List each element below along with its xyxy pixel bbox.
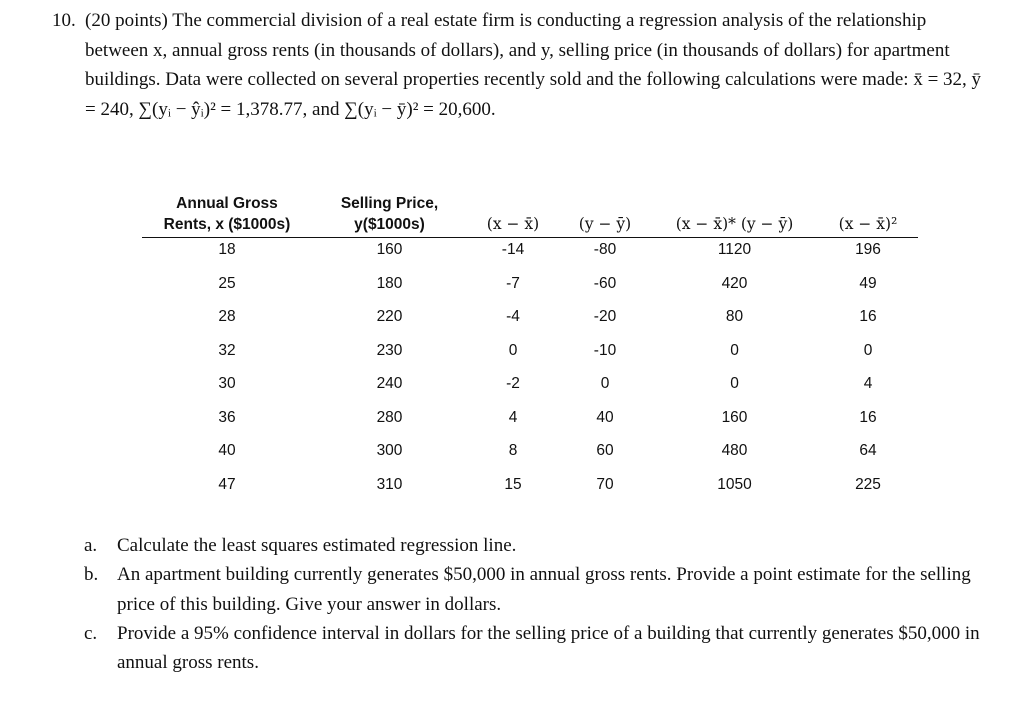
table-row	[142, 435, 918, 469]
question-b	[84, 560, 984, 619]
header-line: Annual Gross	[176, 195, 278, 212]
header-line: Rents, x ($1000s)	[163, 216, 291, 233]
table-cell: 30	[218, 375, 236, 393]
table-cell: 70	[596, 475, 614, 493]
table-row	[142, 368, 918, 402]
table-cell: 420	[721, 274, 748, 292]
header-x-deviation	[467, 193, 559, 238]
table-cell: 36	[218, 408, 236, 426]
table-cell: 64	[859, 442, 877, 460]
table-cell: -14	[501, 241, 525, 258]
table-cell: 40	[596, 408, 614, 426]
table-cell: 180	[376, 274, 403, 292]
table-cell: 196	[855, 241, 881, 258]
table-cell: 15	[504, 475, 522, 493]
table-cell: 1120	[717, 241, 752, 258]
table-cell: 310	[376, 475, 403, 493]
table-cell: 0	[730, 375, 739, 393]
table-row	[142, 334, 918, 368]
table-cell: 28	[218, 308, 236, 326]
header-x-deviation-squared	[818, 193, 918, 238]
table-cell: -80	[593, 241, 617, 258]
table-cell: 230	[376, 341, 403, 359]
data-table-container	[142, 193, 918, 502]
table-cell: 480	[721, 442, 748, 460]
table-body	[142, 238, 918, 502]
table-cell: 1050	[717, 475, 752, 493]
table-cell: -4	[506, 308, 520, 326]
table-cell: 0	[863, 341, 873, 359]
table-cell: -60	[593, 274, 617, 292]
table-cell: 8	[508, 442, 518, 460]
table-row	[142, 238, 918, 268]
table-cell: 40	[218, 442, 236, 460]
table-cell: -10	[593, 341, 617, 359]
header-line: (x − x̄)	[486, 215, 540, 233]
table-row	[142, 301, 918, 335]
header-line: (x − x̄)* (y − ȳ)	[675, 215, 794, 233]
table-cell: 160	[721, 408, 748, 426]
question-label: a.	[84, 535, 98, 556]
table-cell: -2	[506, 375, 520, 393]
table-cell: 160	[376, 241, 403, 258]
table-cell: 225	[855, 475, 881, 493]
table-cell: 300	[376, 442, 403, 460]
problem-statement	[52, 6, 992, 124]
questions-list	[84, 531, 984, 677]
table-row	[142, 267, 918, 301]
question-label: c.	[84, 622, 98, 644]
table-cell: 0	[600, 375, 610, 393]
table-cell: 18	[218, 241, 236, 258]
table-cell: 240	[376, 375, 403, 393]
table-cell: 0	[730, 341, 739, 359]
header-line: Selling Price,	[340, 195, 439, 212]
table-cell: 280	[376, 408, 403, 426]
table-cell: 4	[863, 375, 873, 393]
table-cell: 49	[859, 274, 877, 292]
table-cell: 47	[218, 475, 236, 493]
question-label: b.	[84, 564, 99, 586]
question-text: Calculate the least squares estimated regression line.	[117, 535, 517, 556]
header-line: y($1000s)	[354, 216, 425, 233]
table-cell: 25	[218, 274, 236, 292]
table-cell: 220	[376, 308, 403, 326]
header-selling-price	[312, 193, 467, 238]
data-table	[142, 193, 918, 502]
problem-text: (20 points) The commercial division of a real estate firm is conducting a regression analysis of the relationship between x, annual gross rents (in thousands of dollars), and y, selling price (in thousands of dollars) for apartment buildings. Data were collected on several properties recently sold and the following calculations were made: x̄ = 32, ȳ = 240, ∑(yᵢ − ŷᵢ)² = 1,378.77, and ∑(yᵢ − ȳ)² = 20,600.	[85, 10, 982, 120]
problem-number: 10.	[52, 10, 76, 31]
table-row	[142, 401, 918, 435]
table-cell: 32	[218, 341, 236, 359]
header-y-deviation	[559, 193, 651, 238]
header-annual-gross-rents	[142, 193, 312, 238]
table-cell: 16	[859, 308, 877, 326]
table-cell: 0	[508, 341, 518, 359]
table-header-row	[142, 193, 918, 238]
table-cell: -20	[593, 308, 617, 326]
table-cell: 4	[508, 408, 518, 426]
header-line: (y − ȳ)	[578, 215, 632, 233]
table-cell: -7	[506, 274, 520, 292]
header-line: (x − x̄)²	[838, 215, 898, 233]
table-cell: 16	[859, 408, 877, 426]
table-row	[142, 468, 918, 502]
table-cell: 60	[596, 442, 614, 460]
question-c	[84, 619, 984, 678]
question-a	[84, 531, 984, 560]
question-text: An apartment building currently generates $50,000 in annual gross rents. Provide a point estimate for the selling price of this building. Give your answer in dollars.	[117, 564, 971, 615]
table-cell: 80	[725, 308, 744, 326]
question-text: Provide a 95% confidence interval in dollars for the selling price of a building that currently generates $50,000 in annual gross rents.	[117, 622, 980, 674]
header-xy-product	[651, 193, 818, 238]
